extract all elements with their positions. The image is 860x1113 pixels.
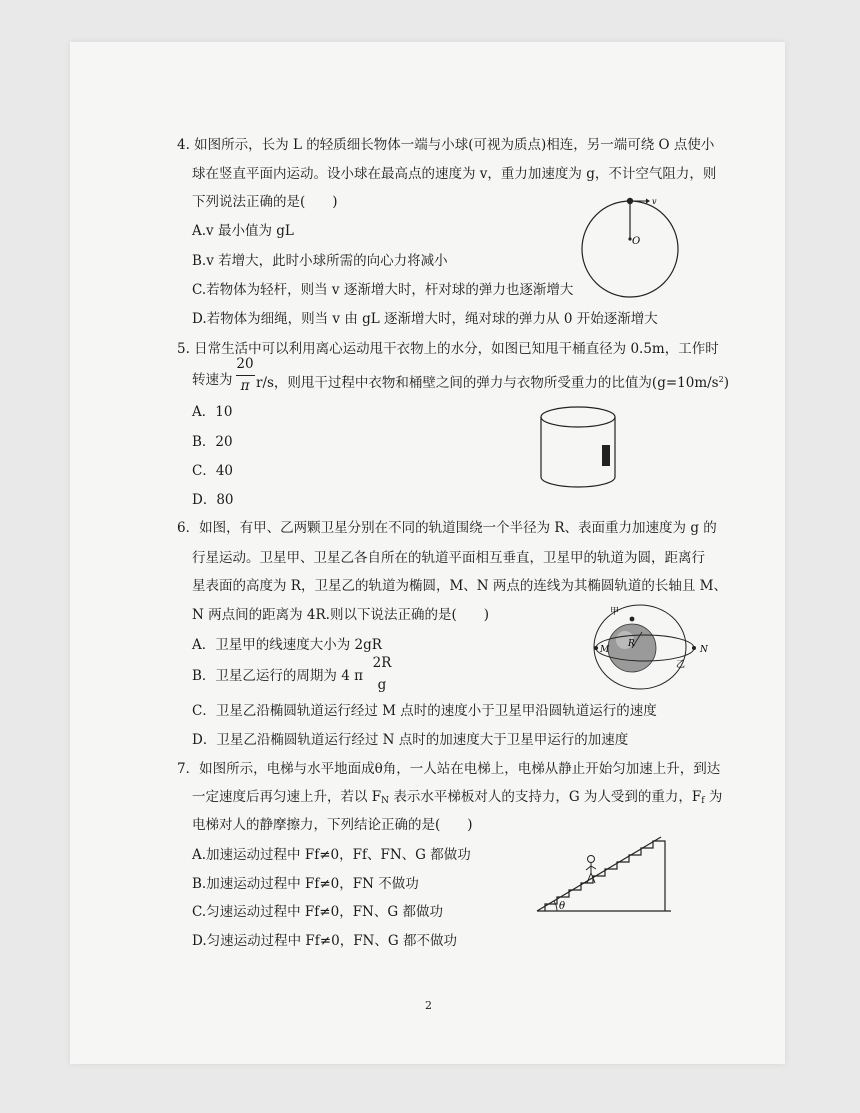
- q4-fig-v-label: v: [652, 197, 657, 206]
- q7-sub-n: N: [381, 796, 390, 806]
- q6-fig-n-label: N: [700, 645, 708, 655]
- q4-option-c: C.若物体为轻杆，则当 v 逐渐增大时，杆对球的弹力也逐渐增大: [192, 282, 574, 298]
- q7-sub-f: f: [701, 796, 705, 806]
- q5-stem-line2-prefix: 转速为: [192, 372, 233, 388]
- q6-fig-jia-label: 甲: [610, 607, 620, 617]
- q7-escalator-figure: [535, 833, 675, 913]
- q7-stem-line2: [192, 788, 722, 810]
- q6-option-d: D．卫星乙沿椭圆轨道运行经过 N 点时的加速度大于卫星甲运行的加速度: [192, 732, 629, 748]
- q6-stem-line3: 星表面的高度为 R，卫星乙的轨道为椭圆，M、N 两点的连线为其椭圆轨道的长轴且 M、: [192, 578, 727, 594]
- q5-option-c: C．40: [192, 463, 234, 479]
- q7-stem-line2-part3: 为: [704, 789, 723, 805]
- q7-option-a: A.加速运动过程中 Ff≠0，Ff、FN、G 都做功: [192, 847, 471, 863]
- q5-stem-line2-text: r/s，则甩干过程中衣物和桶壁之间的弹力与衣物所受重力的比值为(g=10m/s: [256, 375, 719, 391]
- q5-stem-line2-suffix: [256, 371, 729, 392]
- q7-stem-line3: 电梯对人的静摩擦力，下列结论正确的是( ): [192, 817, 473, 833]
- q5-exponent: 2: [718, 375, 724, 384]
- q7-stem-line2-part1: 一定速度后再匀速上升，若以 F: [192, 789, 382, 805]
- q6-stem-line2: 行星运动。卫星甲、卫星乙各自所在的轨道平面相互垂直，卫星甲的轨道为圆，距离行: [192, 550, 705, 566]
- q6-orbit-figure: [590, 602, 708, 692]
- q6-option-a: A．卫星甲的线速度大小为 2gR: [192, 637, 382, 653]
- q5-dryer-drum-figure: [540, 405, 620, 495]
- q6-option-b-numerator: 2R: [372, 655, 392, 671]
- q6-fig-yi-label: 乙: [676, 660, 686, 670]
- q7-stem-line2-part2: 表示水平梯板对人的支持力，G 为人受到的重力，F: [389, 789, 702, 805]
- q6-fig-m-label: M: [600, 645, 610, 655]
- q7-stem-line1: 7．如图所示，电梯与水平地面成θ角，一人站在电梯上，电梯从静止开始匀加速上升，到达: [177, 761, 721, 777]
- q7-fig-theta-label: θ: [559, 901, 566, 912]
- q5-frac-denominator: π: [240, 378, 250, 394]
- q7-option-d: D.匀速运动过程中 Ff≠0，FN、G 都不做功: [192, 933, 457, 949]
- q4-option-d: D.若物体为细绳，则当 v 由 gL 逐渐增大时，绳对球的弹力从 0 开始逐渐增大: [192, 311, 658, 327]
- q6-stem-line1: 6．如图，有甲、乙两颗卫星分别在不同的轨道围绕一个半径为 R、表面重力加速度为 g 的: [177, 520, 717, 536]
- q4-fig-o-label: O: [632, 236, 641, 247]
- q5-frac-numerator: 20: [236, 356, 254, 372]
- q6-option-c: C．卫星乙沿椭圆轨道运行经过 M 点时的速度小于卫星甲沿圆轨道运行的速度: [192, 703, 657, 719]
- q6-option-b-denominator: g: [377, 677, 387, 693]
- q5-option-a: A．10: [192, 404, 233, 420]
- q4-option-a: A.v 最小值为 gL: [192, 223, 294, 239]
- q4-stem-line3: 下列说法正确的是( ): [192, 194, 338, 210]
- q7-option-b: B.加速运动过程中 Ff≠0，FN 不做功: [192, 876, 419, 892]
- q6-fig-r-label: R: [628, 639, 635, 649]
- q5-option-d: D．80: [192, 492, 234, 508]
- page-number: 2: [425, 999, 432, 1012]
- q5-stem-line1: 5. 日常生活中可以利用离心运动甩干衣物上的水分，如图已知甩干桶直径为 0.5m，工作时: [177, 341, 719, 357]
- q4-stem-line2: 球在竖直平面内运动。设小球在最高点的速度为 v，重力加速度为 g，不计空气阻力，则: [192, 166, 717, 182]
- q5-close-paren: ): [723, 375, 729, 391]
- q4-circle-figure: [578, 197, 688, 307]
- q4-stem-line1: 4. 如图所示，长为 L 的轻质细长物体一端与小球(可视为质点)相连，另一端可绕 O 点使小: [177, 137, 715, 153]
- q5-option-b: B．20: [192, 434, 233, 450]
- q5-frac-bar: [236, 375, 255, 376]
- q7-option-c: C.匀速运动过程中 Ff≠0，FN、G 都做功: [192, 904, 443, 920]
- q4-option-b: B.v 若增大，此时小球所需的向心力将减小: [192, 253, 448, 269]
- q6-stem-line4: N 两点间的距离为 4R.则以下说法正确的是( ): [192, 607, 489, 623]
- q6-option-b-prefix: B．卫星乙运行的周期为 4 π: [192, 668, 363, 684]
